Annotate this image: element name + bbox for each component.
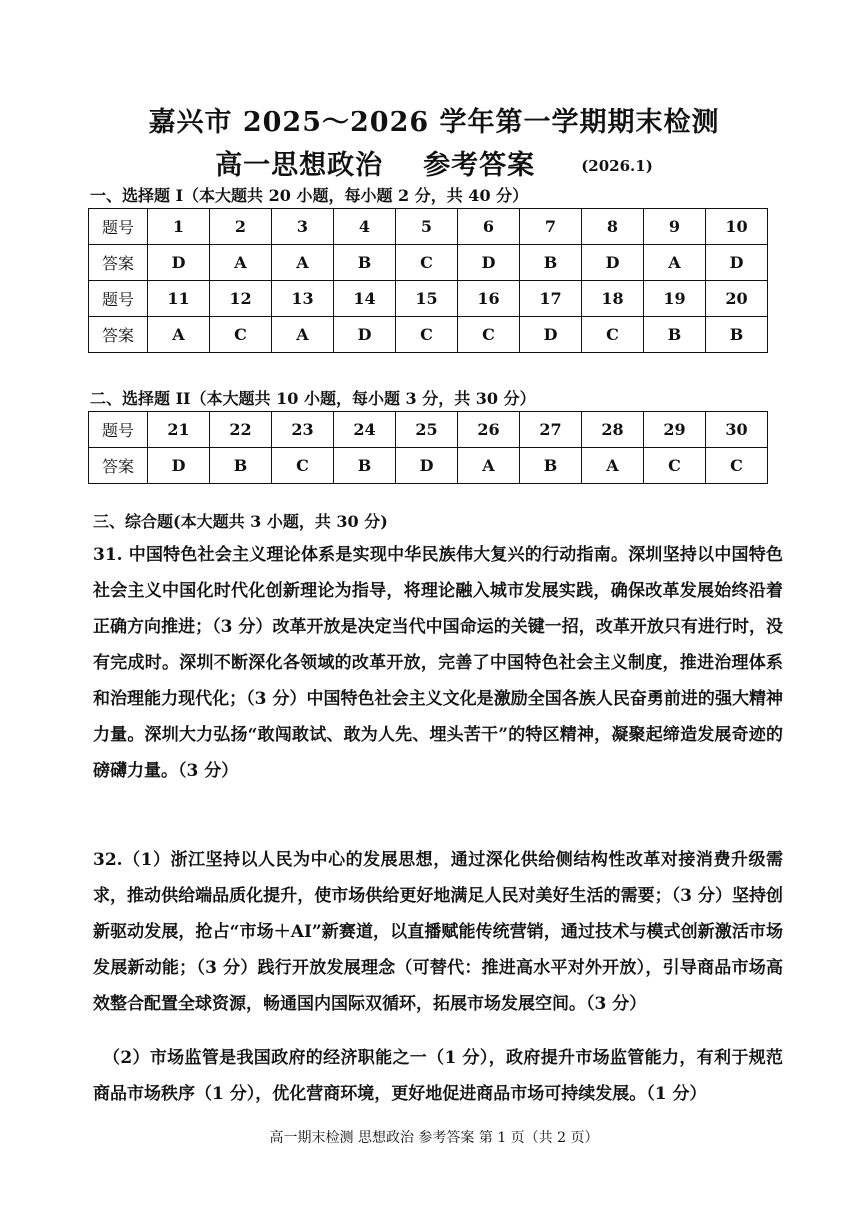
question-number-cell: 28 xyxy=(582,412,644,448)
question-number-cell: 13 xyxy=(272,281,334,317)
exam-date: (2026.1) xyxy=(581,157,653,175)
question-number-cell: 15 xyxy=(396,281,458,317)
row-label: 答案 xyxy=(89,317,148,353)
answer-key-label: 参考答案 xyxy=(423,150,536,181)
section1-heading: 一、选择题 I（本大题共 20 小题，每小题 2 分，共 40 分） xyxy=(90,186,529,205)
question-number-cell: 11 xyxy=(148,281,210,317)
page-title: 嘉兴市 2025～2026 学年第一学期期末检测 xyxy=(148,107,720,138)
question-number-cell: 20 xyxy=(706,281,768,317)
section2-heading: 二、选择题 II（本大题共 10 小题，每小题 3 分，共 30 分） xyxy=(90,389,536,408)
answer-row xyxy=(89,317,768,353)
answer-cell: B xyxy=(334,245,396,281)
answer-cell: D xyxy=(396,448,458,484)
answer-cell: A xyxy=(148,317,210,353)
answer-cell: C xyxy=(396,317,458,353)
answer-cell: C xyxy=(458,317,520,353)
question-number-cell: 21 xyxy=(148,412,210,448)
question-number-cell: 4 xyxy=(334,209,396,245)
question-number-cell: 1 xyxy=(148,209,210,245)
row-label: 答案 xyxy=(89,448,148,484)
question-number-cell: 9 xyxy=(644,209,706,245)
question-number-row xyxy=(89,209,768,245)
question-number-cell: 5 xyxy=(396,209,458,245)
answer-table-1 xyxy=(88,208,768,353)
answer-row xyxy=(89,245,768,281)
answer-cell: A xyxy=(210,245,272,281)
question-number-cell: 19 xyxy=(644,281,706,317)
row-label: 题号 xyxy=(89,412,148,448)
question-number-cell: 18 xyxy=(582,281,644,317)
answer-cell: A xyxy=(644,245,706,281)
question-number-cell: 17 xyxy=(520,281,582,317)
answer-cell: C xyxy=(582,317,644,353)
question-32-part2-answer: （2）市场监管是我国政府的经济职能之一（1 分），政府提升市场监管能力，有利于规范商品市场秩序（1 分），优化营商环境，更好地促进商品市场可持续发展。（1 分） xyxy=(93,1048,783,1104)
answer-row xyxy=(89,448,768,484)
answer-cell: D xyxy=(148,448,210,484)
answer-cell: A xyxy=(272,245,334,281)
row-label: 题号 xyxy=(89,281,148,317)
question-number-cell: 24 xyxy=(334,412,396,448)
question-number-cell: 10 xyxy=(706,209,768,245)
answer-cell: A xyxy=(458,448,520,484)
answer-cell: B xyxy=(520,245,582,281)
question-number-cell: 22 xyxy=(210,412,272,448)
answer-cell: D xyxy=(582,245,644,281)
answer-cell: C xyxy=(272,448,334,484)
answer-cell: D xyxy=(334,317,396,353)
answer-cell: C xyxy=(210,317,272,353)
question-number-cell: 29 xyxy=(644,412,706,448)
subject-label: 高一思想政治 xyxy=(215,150,384,181)
page-subtitle xyxy=(0,143,868,182)
section3-heading: 三、综合题(本大题共 3 小题，共 30 分) xyxy=(93,512,388,531)
answer-cell: C xyxy=(706,448,768,484)
question-number-row xyxy=(89,281,768,317)
answer-cell: D xyxy=(148,245,210,281)
answer-cell: C xyxy=(396,245,458,281)
question-number-cell: 26 xyxy=(458,412,520,448)
question-number-cell: 2 xyxy=(210,209,272,245)
question-31-answer: 31. 中国特色社会主义理论体系是实现中华民族伟大复兴的行动指南。深圳坚持以中国特色社会主义中国化时代化创新理论为指导，将理论融入城市发展实践，确保改革发展始终沿着正确方向推进；（3 分）改革开放是决定当代中国命运的关键一招，改革开放只有进行时，没有完成时。深圳不断深化各领域的改革开放，完善了中国特色社会主义制度，推进治理体系和治理能力现代化；（3 分）中国特色社会主义文化是激励全国各族人民奋勇前进的强大精神力量。深圳大力弘扬“敢闯敢试、敢为人先、埋头苦干”的特区精神，凝聚起缔造发展奇迹的磅礴力量。（3 分） xyxy=(93,545,783,781)
question-number-cell: 23 xyxy=(272,412,334,448)
answer-cell: B xyxy=(706,317,768,353)
question-number-cell: 3 xyxy=(272,209,334,245)
answer-table-2 xyxy=(88,411,768,484)
question-number-cell: 30 xyxy=(706,412,768,448)
answer-cell: D xyxy=(520,317,582,353)
answer-cell: B xyxy=(520,448,582,484)
question-number-cell: 7 xyxy=(520,209,582,245)
answer-cell: A xyxy=(582,448,644,484)
question-number-cell: 14 xyxy=(334,281,396,317)
answer-cell: A xyxy=(272,317,334,353)
answer-cell: B xyxy=(644,317,706,353)
question-number-row xyxy=(89,412,768,448)
question-number-cell: 16 xyxy=(458,281,520,317)
question-number-cell: 8 xyxy=(582,209,644,245)
row-label: 答案 xyxy=(89,245,148,281)
question-number-cell: 12 xyxy=(210,281,272,317)
page-footer: 高一期末检测 思想政治 参考答案 第 1 页（共 2 页） xyxy=(269,1130,599,1146)
question-number-cell: 27 xyxy=(520,412,582,448)
question-number-cell: 25 xyxy=(396,412,458,448)
answer-cell: D xyxy=(706,245,768,281)
question-number-cell: 6 xyxy=(458,209,520,245)
row-label: 题号 xyxy=(89,209,148,245)
answer-cell: B xyxy=(334,448,396,484)
question-32-part1-answer: 32.（1）浙江坚持以人民为中心的发展思想，通过深化供给侧结构性改革对接消费升级需求，推动供给端品质化提升，使市场供给更好地满足人民对美好生活的需要；（3 分）坚持创新驱动发展，抢占“市场＋AI”新赛道，以直播赋能传统营销，通过技术与模式创新激活市场发展新动能；（3 分）践行开放发展理念（可替代：推进高水平对外开放），引导商品市场高效整合配置全球资源，畅通国内国际双循环，拓展市场发展空间。（3 分） xyxy=(93,850,783,1014)
answer-cell: C xyxy=(644,448,706,484)
answer-cell: B xyxy=(210,448,272,484)
answer-cell: D xyxy=(458,245,520,281)
